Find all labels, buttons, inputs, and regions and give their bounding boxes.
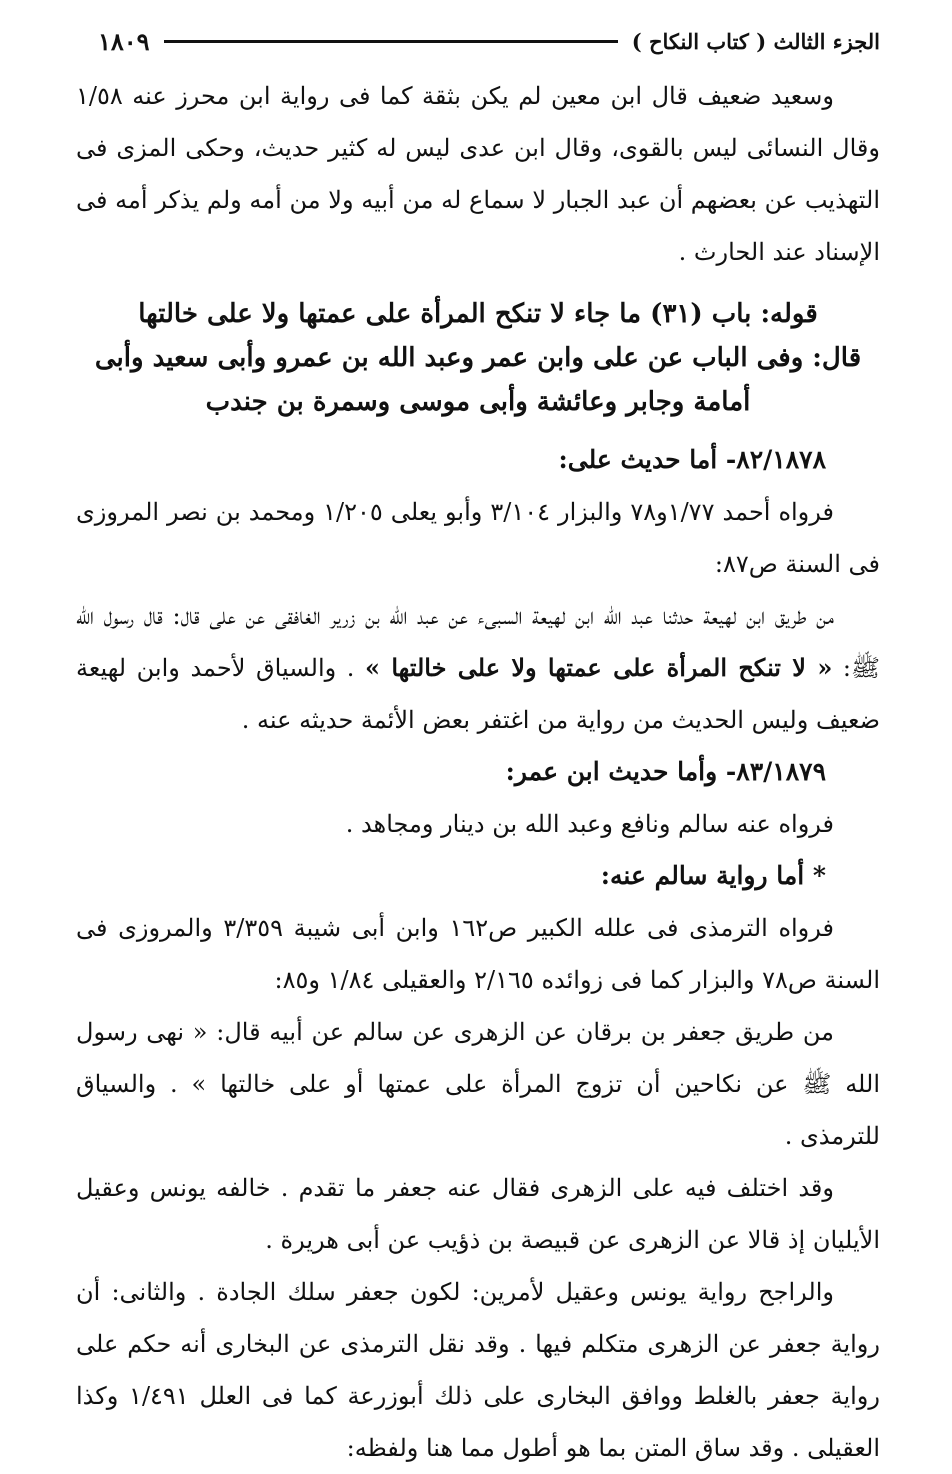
- header-rule: [164, 40, 618, 43]
- paragraph-6: من طريق جعفر بن برقان عن الزهرى عن سالم عن أبيه قال: « نهى رسول الله ﷺ عن نكاحين أن تزوج المرأة على عمتها أو على خالتها » . والسياق للترمذى .: [76, 1018, 880, 1150]
- paragraph-7: وقد اختلف فيه على الزهرى فقال عنه جعفر ما تقدم . خالفه يونس وعقيل الأيليان إذ قالا عن الزهرى عن قبيصة بن ذؤيب عن أبى هريرة .: [76, 1174, 880, 1254]
- paragraph-2: فرواه أحمد ١/٧٧و٧٨ والبزار ٣/١٠٤ وأبو يعلى ١/٢٠٥ ومحمد بن نصر المروزى فى السنة ص٨٧:: [76, 498, 880, 578]
- paragraph-1: وسعيد ضعيف قال ابن معين لم يكن بثقة كما فى رواية ابن محرز عنه ١/٥٨ وقال النسائى ليس بالقوى، وقال ابن عدى ليس له كثير حديث، وحكى المزى فى التهذيب عن بعضهم أن عبد الجبار لا سماع له من أبيه ولا من أمه ولم يذكر أمه فى الإسناد عند الحارث .: [76, 82, 880, 266]
- paragraph-3-end: . والسياق لأحمد وابن لهيعة ضعيف وليس الحديث من رواية من اغتفر بعض الأئمة حديثه عنه .: [76, 654, 880, 734]
- chapter-title: قوله: باب (٣١) ما جاء لا تنكح المرأة على عمتها ولا على خالتها: [138, 299, 818, 329]
- running-header: [98, 18, 880, 64]
- hadith-quote: « لا تنكح المرأة على عمتها ولا على خالتها »: [365, 653, 833, 682]
- page-number: ١٨٠٩: [98, 26, 150, 56]
- paragraph-3: [76, 590, 880, 746]
- section-heading-ali: ٨٢/١٨٧٨- أما حديث على:: [558, 445, 826, 474]
- paragraph-8: والراجح رواية يونس وعقيل لأمرين: لكون جعفر سلك الجادة . والثانى: أن رواية جعفر عن الزهرى متكلم فيها . وقد نقل الترمذى عن البخارى أنه حكم على رواية جعفر بالغلط ووافق البخارى على ذلك أبوزرعة كما فى العلل ١/٤٩١ وكذا العقيلى . وقد ساق المتن بما هو أطول مما هنا ولفظه:: [76, 1278, 880, 1462]
- section-heading-salim: * أما رواية سالم عنه:: [600, 861, 826, 890]
- paragraph-3-start: من طريق ابن لهيعة حدثنا عبد الله ابن لهيعة السبىء عن عبد الله بن زرير الغافقى عن على قال: قال رسول الله ﷺ:: [76, 602, 880, 682]
- paragraph-4: فرواه عنه سالم ونافع وعبد الله بن دينار ومجاهد .: [345, 810, 834, 838]
- header-title: الجزء الثالث ( كتاب النكاح ): [631, 28, 880, 54]
- section-heading-ibn-umar: ٨٣/١٨٧٩- وأما حديث ابن عمر:: [505, 757, 826, 786]
- page-body: [76, 70, 880, 1474]
- chapter-subtitle: قال: وفى الباب عن على وابن عمر وعبد الله بن عمرو وأبى سعيد وأبى أمامة وجابر وعائشة وأبى موسى وسمرة بن جندب: [94, 343, 862, 417]
- paragraph-5: فرواه الترمذى فى علله الكبير ص١٦٢ وابن أبى شيبة ٣/٣٥٩ والمروزى فى السنة ص٧٨ والبزار كما فى زوائده ٢/١٦٥ والعقيلى ١/٨٤ و٨٥:: [76, 914, 880, 994]
